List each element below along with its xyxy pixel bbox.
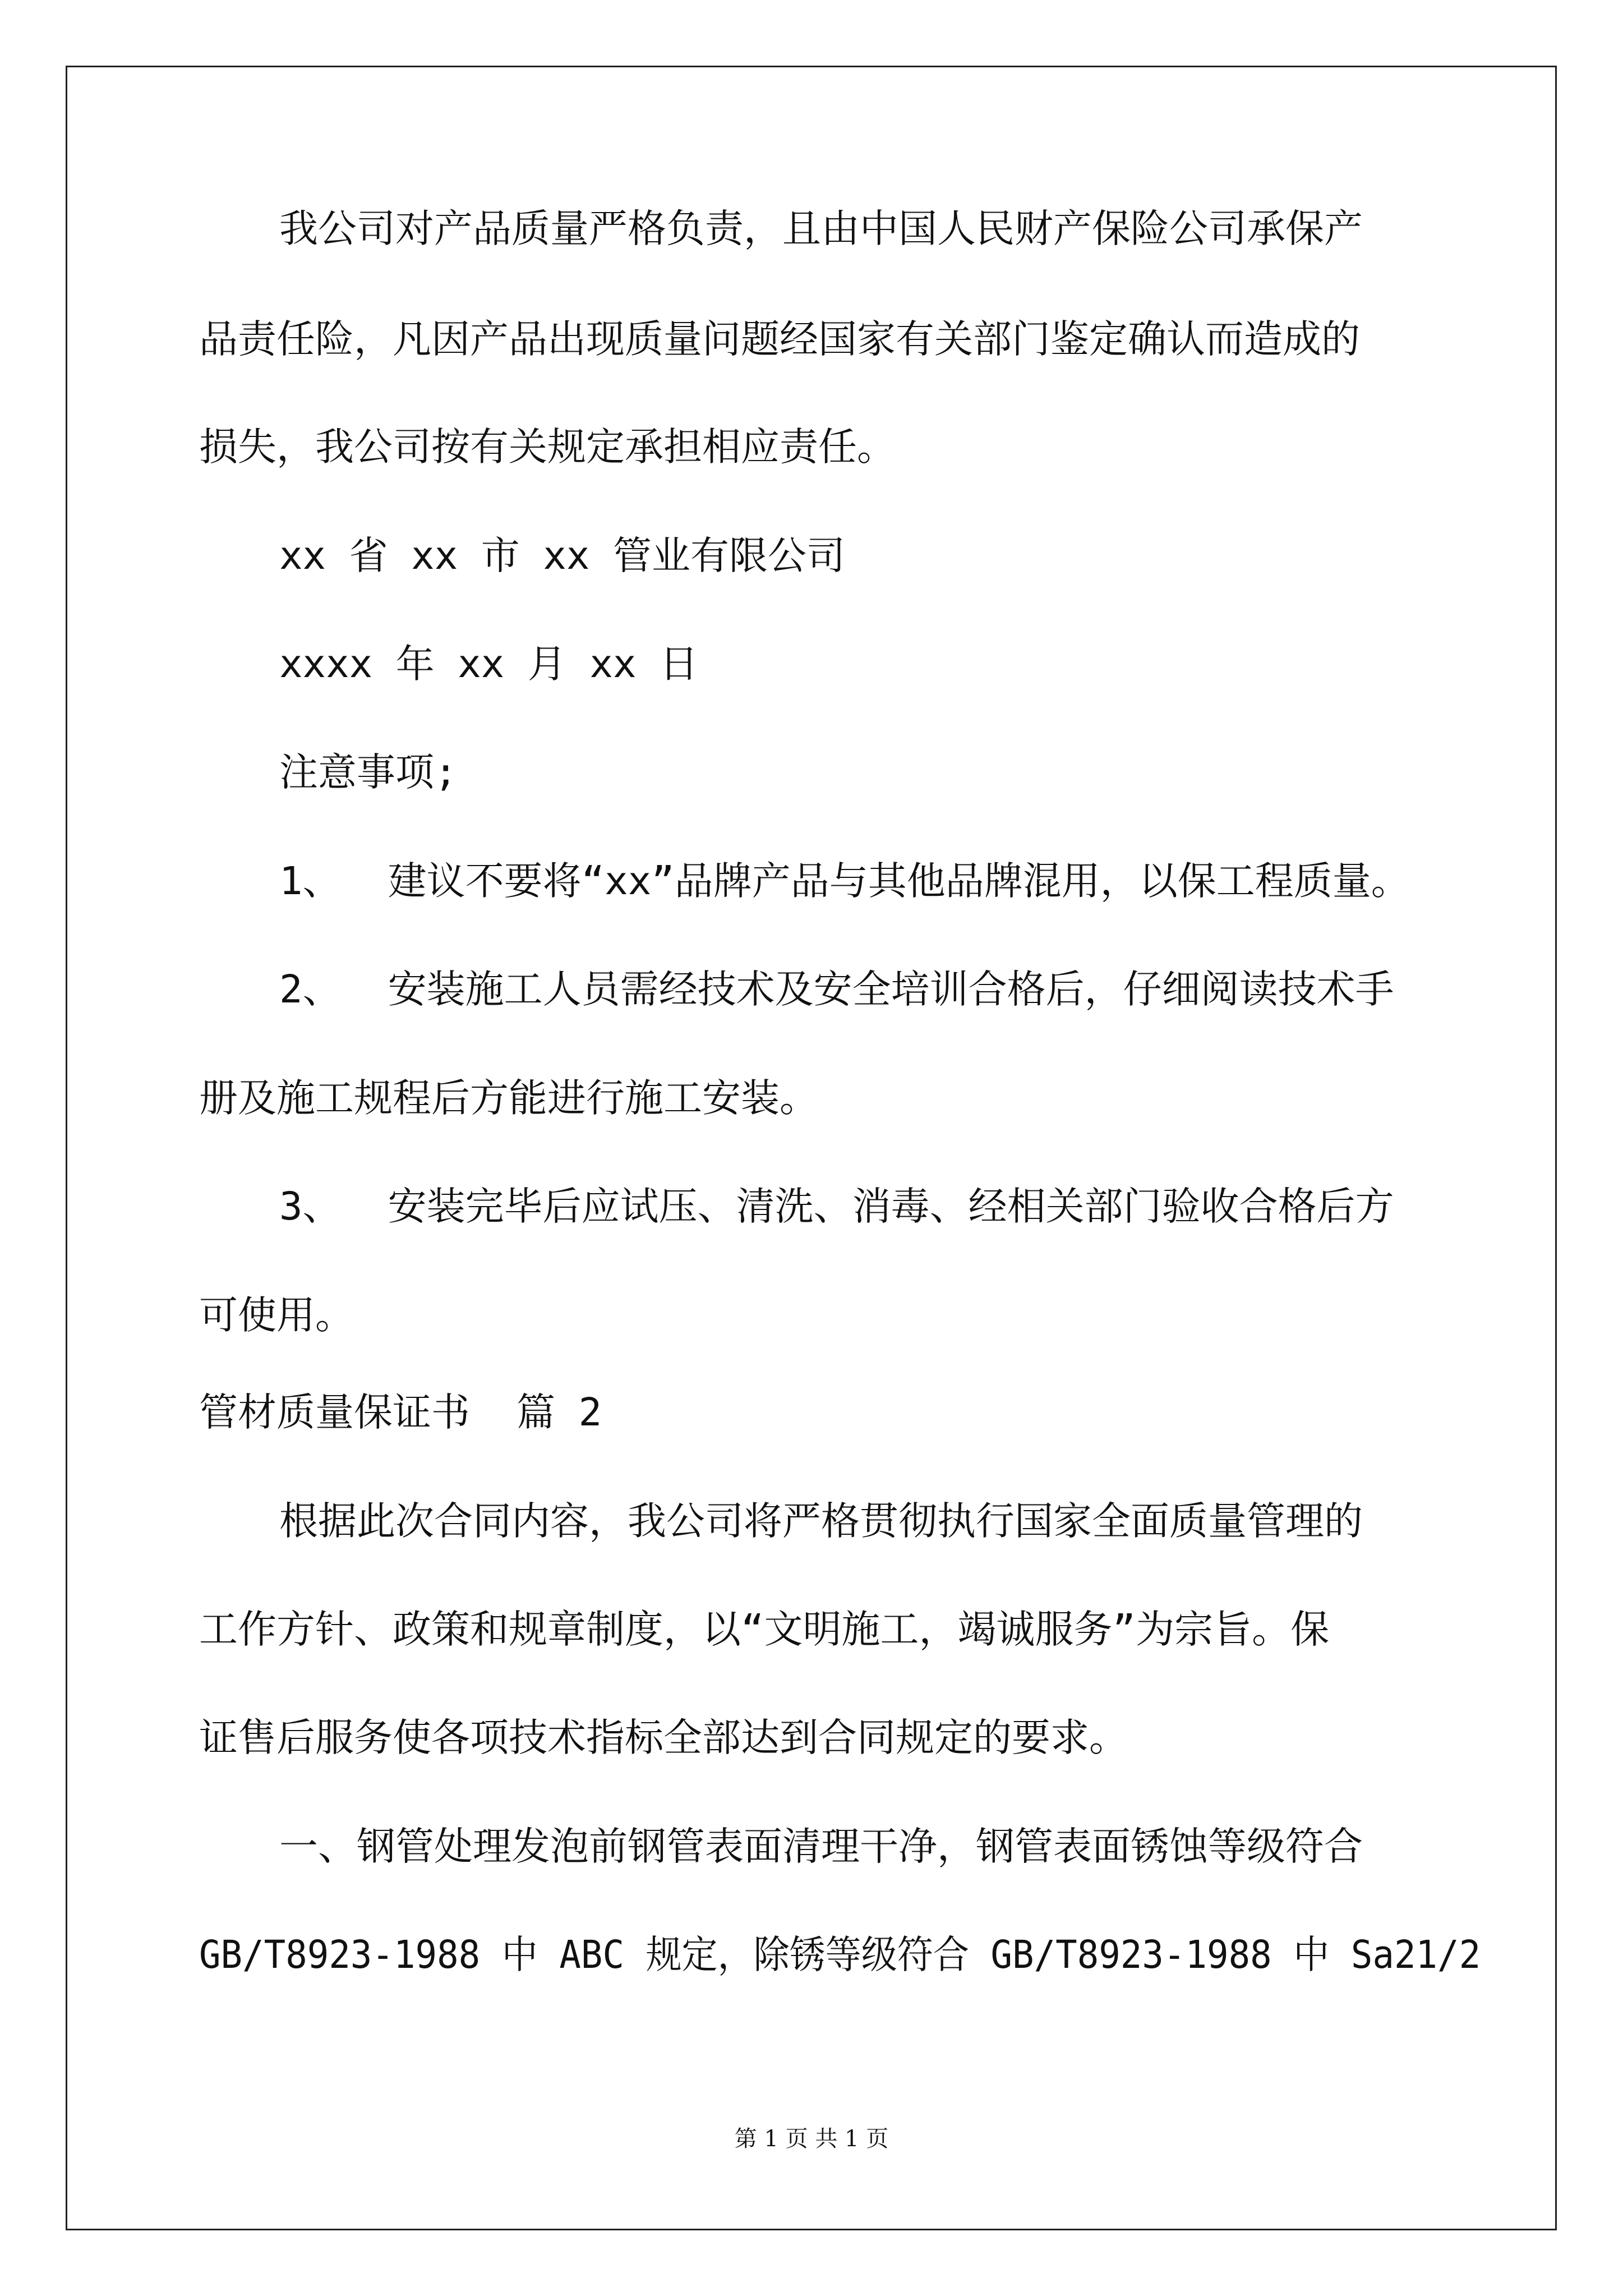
page-border [66,66,1557,2230]
page-footer: 第 1 页 共 1 页 [734,2126,889,2152]
paragraph-1-line-1: 我公司对产品质量严格负责，且由中国人民财产保险公司承保产 [279,206,1363,251]
paragraph-1-line-3: 损失，我公司按有关规定承担相应责任。 [199,425,896,470]
paragraph-2-line-2: 工作方针、政策和规章制度，以“文明施工，竭诚服务”为宗旨。保 [199,1607,1330,1652]
note-3-line-2: 可使用。 [199,1293,354,1338]
company-name: xx 省 xx 市 xx 管业有限公司 [279,533,845,578]
notes-heading: 注意事项; [279,750,458,795]
paragraph-3-line-1: 一、钢管处理发泡前钢管表面清理干净，钢管表面锈蚀等级符合 [279,1824,1363,1869]
paragraph-2-line-3: 证售后服务使各项技术指标全部达到合同规定的要求。 [199,1715,1128,1760]
paragraph-3-line-2: GB/T8923-1988 中 ABC 规定，除锈等级符合 GB/T8923-1988 中 Sa21/2 [199,1932,1481,1977]
paragraph-1-line-2: 品责任险，凡因产品出现质量问题经国家有关部门鉴定确认而造成的 [199,317,1360,362]
paragraph-2-line-1: 根据此次合同内容，我公司将严格贯彻执行国家全面质量管理的 [279,1499,1363,1544]
note-3-line-1: 3、 安装完毕后应试压、清洗、消毒、经相关部门验收合格后方 [279,1184,1394,1229]
note-2-line-1: 2、 安装施工人员需经技术及安全培训合格后，仔细阅读技术手 [279,967,1394,1012]
note-2-line-2: 册及施工规程后方能进行施工安装。 [199,1076,818,1121]
date-line: xxxx 年 xx 月 xx 日 [279,642,699,687]
section-title: 管材质量保证书 篇 2 [199,1390,602,1435]
note-1: 1、 建议不要将“xx”品牌产品与其他品牌混用，以保工程质量。 [279,859,1410,904]
